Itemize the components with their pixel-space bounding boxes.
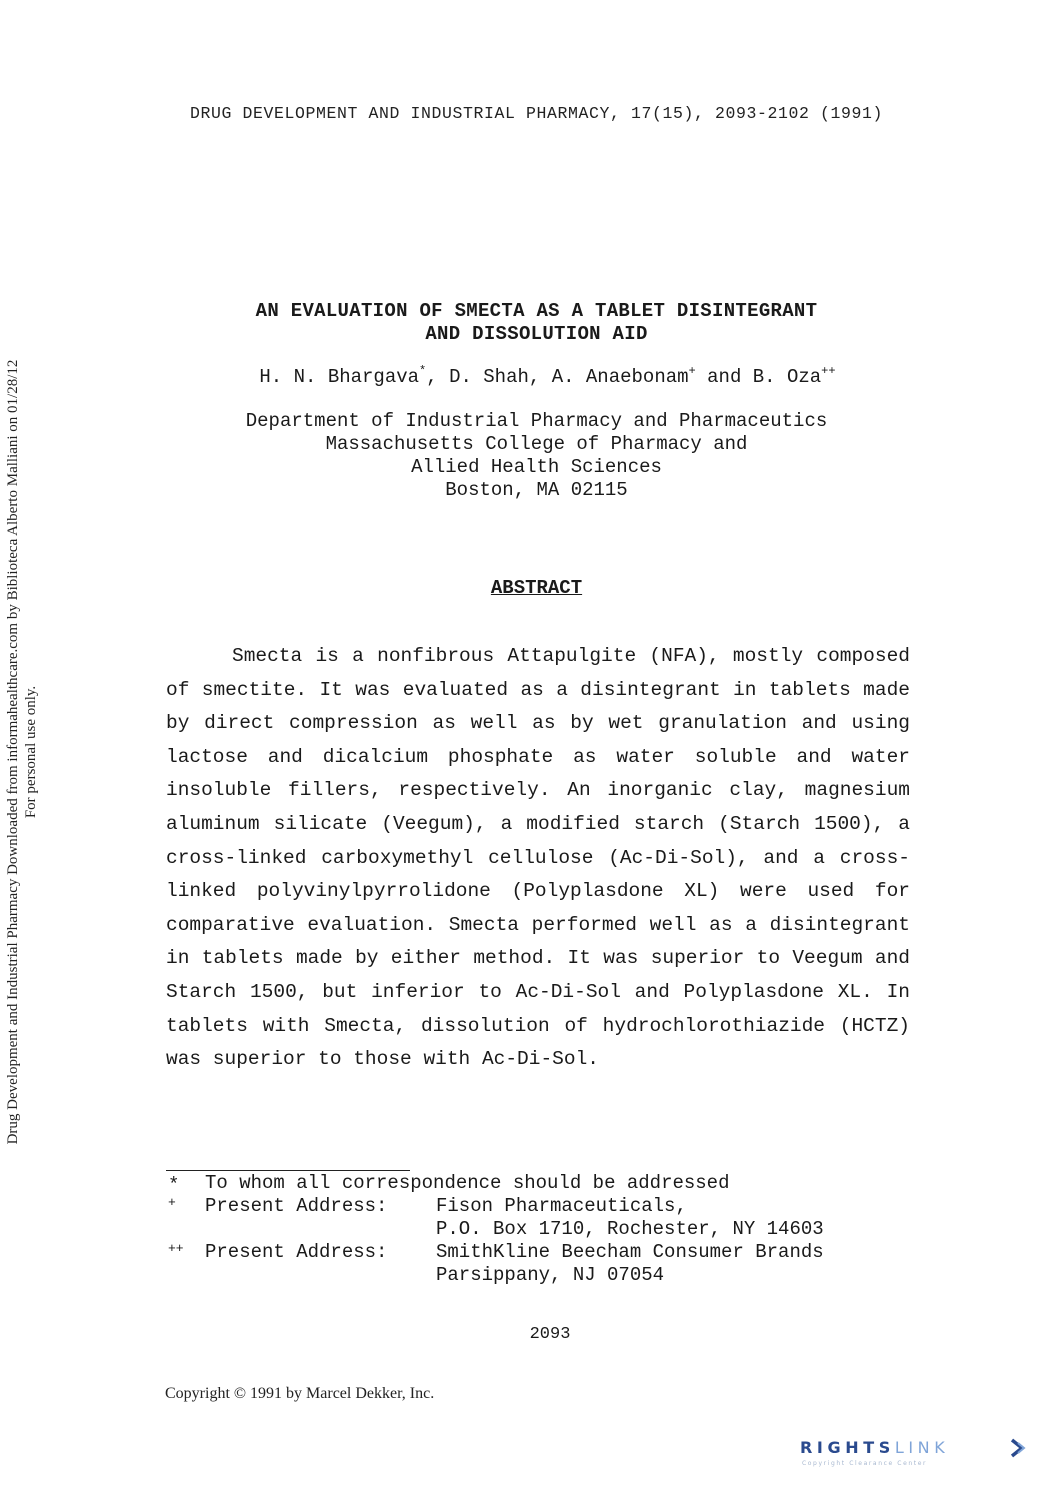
title-line-1: AN EVALUATION OF SMECTA AS A TABLET DISINTEGRANT <box>255 300 818 322</box>
footnote-address-1-cont <box>166 1218 926 1241</box>
footnote-text: P.O. Box 1710, Rochester, NY 14603 <box>436 1218 824 1240</box>
author-mark: + <box>688 364 696 378</box>
footnote-address-2 <box>166 1241 926 1264</box>
footnote-text: SmithKline Beecham Consumer Brands <box>436 1241 824 1263</box>
abstract-body <box>166 640 910 1077</box>
footnote-address-1 <box>166 1195 926 1218</box>
footnote-label: Present Address: <box>205 1241 388 1263</box>
footnote-text: Parsippany, NJ 07054 <box>436 1264 665 1286</box>
footnote-correspondence <box>166 1172 926 1195</box>
logo-link-text: LINK <box>894 1438 950 1457</box>
affiliation-line-3: Allied Health Sciences <box>411 456 662 478</box>
author-name: D. Shah <box>449 366 529 388</box>
author-mark: * <box>419 364 427 378</box>
logo-tagline: Copyright Clearance Center <box>802 1460 928 1467</box>
logo-rights-text: RIGHTS <box>800 1438 895 1457</box>
author-list <box>0 366 1050 388</box>
footnote-mark: ++ <box>168 1241 184 1256</box>
chevron-right-icon <box>1008 1438 1030 1458</box>
author-name: B. Oza <box>752 366 822 388</box>
affiliation-line-1: Department of Industrial Pharmacy and Pharmaceutics <box>245 410 828 432</box>
author-separator: , <box>426 366 450 388</box>
title-line-2: AND DISSOLUTION AID <box>425 323 648 345</box>
footnotes <box>166 1172 926 1287</box>
footnote-mark: * <box>168 1174 180 1196</box>
page-number: 2093 <box>529 1325 571 1344</box>
author-separator: , <box>528 366 552 388</box>
abstract-text: Smecta is a nonfibrous Attapulgite (NFA), mostly composed of smectite. It was evaluated as a disintegrant in tablets made by direct compression as well as by wet granulation and using lactose and dicalcium phosphate as water soluble and water insoluble fillers, respectively. An inorganic clay, magnesium aluminum silicate (Veegum), a modified starch (Starch 1500), a cross-linked carboxymethyl cellulose (Ac-Di-Sol), and a cross-linked polyvinylpyrrolidone (Polyplasdone XL) were used for comparative evaluation. Smecta performed well as a disintegrant in tablets made by either method. It was superior to Veegum and Starch 1500, but inferior to Ac-Di-Sol and Polyplasdone XL. In tablets with Smecta, dissolution of hydrochlorothiazide (HCTZ) was superior to those with Ac-Di-Sol. <box>166 645 910 1071</box>
author-mark: ++ <box>821 364 836 378</box>
footnote-divider <box>166 1170 410 1171</box>
footnote-address-2-cont <box>166 1264 926 1287</box>
author-name: H. N. Bhargava <box>259 366 420 388</box>
affiliation-line-2: Massachusetts College of Pharmacy and <box>325 433 748 455</box>
author-conjunction: and <box>695 366 753 388</box>
footnote-label: Present Address: <box>205 1195 388 1217</box>
rightslink-logo[interactable] <box>800 1438 1030 1472</box>
author-name: A. Anaebonam <box>551 366 689 388</box>
download-notice-line-1: Drug Development and Industrial Pharmacy Downloaded from informahealthcare.com by Biblioteca Alberto Malliani on 01/28/12 <box>5 359 21 1145</box>
affiliation-line-4: Boston, MA 02115 <box>445 479 628 501</box>
article-title <box>0 300 1050 346</box>
abstract-heading: ABSTRACT <box>490 577 583 599</box>
copyright-notice: Copyright © 1991 by Marcel Dekker, Inc. <box>165 1385 435 1402</box>
footnote-mark: + <box>168 1195 176 1210</box>
journal-header: DRUG DEVELOPMENT AND INDUSTRIAL PHARMACY, 17(15), 2093-2102 (1991) <box>189 104 884 123</box>
affiliation <box>0 410 1050 502</box>
footnote-text: To whom all correspondence should be addressed <box>205 1172 730 1194</box>
footnote-text: Fison Pharmaceuticals, <box>436 1195 687 1217</box>
download-notice-line-2: For personal use only. <box>23 685 39 819</box>
